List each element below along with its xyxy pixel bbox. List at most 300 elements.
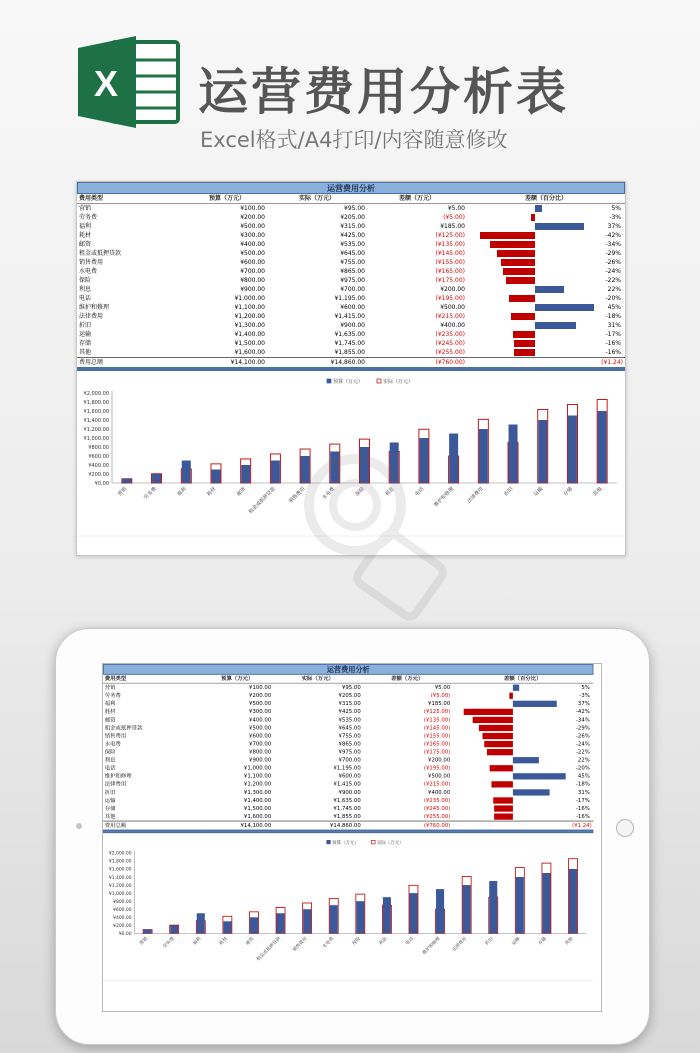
cell-name: 折旧 xyxy=(104,789,116,796)
budget-bar xyxy=(449,434,458,484)
cell-budget: ¥1,400.00 xyxy=(234,331,265,338)
pct-label: -17% xyxy=(605,331,621,338)
x-tick-label: 维护和修理 xyxy=(433,486,456,509)
col-header-actual: 实际（万元） xyxy=(273,675,363,684)
total-diff: (¥760.00) xyxy=(363,821,453,830)
cell-diff: (¥195.00) xyxy=(423,765,451,772)
cell-actual: ¥1,635.00 xyxy=(333,797,361,804)
x-tick-label: 其他 xyxy=(564,936,575,947)
cell-name: 福利 xyxy=(104,700,116,707)
pct-bar xyxy=(535,322,576,329)
x-tick-label: 租金或抵押贷款 xyxy=(247,486,277,516)
cell-pct xyxy=(467,339,625,348)
budget-bar xyxy=(569,869,577,933)
sheet-title: 运营费用分析 xyxy=(103,664,593,675)
cell-name: 利息 xyxy=(104,757,116,764)
x-tick-label: 电话 xyxy=(405,936,415,947)
cell-actual: ¥900.00 xyxy=(340,322,365,329)
cell-name: 维护和修理 xyxy=(79,304,110,311)
pct-label: -16% xyxy=(605,340,621,347)
table-header-row xyxy=(103,675,593,684)
cell-budget: ¥500.00 xyxy=(249,700,272,707)
table-row xyxy=(77,249,625,258)
cell-diff: ¥500.00 xyxy=(440,304,465,311)
col-header-diff: 差额（万元） xyxy=(367,194,467,204)
tablet-mockup xyxy=(55,628,650,1045)
table-row xyxy=(103,692,593,700)
pct-label: -3% xyxy=(609,214,621,221)
y-tick-label: ¥400.00 xyxy=(113,916,132,922)
cell-name: 营销 xyxy=(79,205,92,212)
x-tick-label: 电话 xyxy=(414,486,426,498)
cell-budget: ¥500.00 xyxy=(240,223,265,230)
cell-budget: ¥1,100.00 xyxy=(234,304,265,311)
cell-budget: ¥1,400.00 xyxy=(243,797,272,804)
cell-budget: ¥500.00 xyxy=(240,250,265,257)
pct-label: -16% xyxy=(575,805,590,812)
x-tick-label: 保险 xyxy=(351,936,362,947)
pct-bar xyxy=(473,717,513,723)
pct-bar xyxy=(514,340,535,347)
cell-actual: ¥425.00 xyxy=(340,232,365,239)
cell-diff: ¥185.00 xyxy=(428,700,451,707)
spreadsheet-preview xyxy=(76,181,626,556)
budget-bar xyxy=(568,416,577,484)
table-row xyxy=(103,764,593,772)
cell-pct xyxy=(452,748,593,756)
cell-diff: (¥155.00) xyxy=(423,732,451,740)
budget-bar xyxy=(303,909,311,933)
table-row xyxy=(77,321,625,330)
pct-bar xyxy=(514,349,535,356)
col-header-pct: 差额（百分比） xyxy=(452,675,593,684)
cell-budget: ¥100.00 xyxy=(249,684,272,691)
pct-bar xyxy=(501,259,535,266)
y-tick-label: ¥200.00 xyxy=(88,472,109,478)
cell-budget: ¥200.00 xyxy=(249,692,272,699)
cell-actual: ¥95.00 xyxy=(341,684,361,691)
cell-name: 保险 xyxy=(79,277,92,284)
table-row xyxy=(77,294,625,303)
cell-diff: (¥5.00) xyxy=(430,692,451,699)
pct-label: 37% xyxy=(577,700,590,707)
pct-bar xyxy=(494,813,513,819)
pct-label: -24% xyxy=(575,740,590,748)
total-pct: (¥1.24) xyxy=(467,358,625,369)
pct-label: 45% xyxy=(607,304,621,311)
table-row xyxy=(103,716,593,724)
cell-diff: ¥200.00 xyxy=(440,286,465,293)
cell-actual: ¥95.00 xyxy=(344,205,365,212)
cell-pct xyxy=(467,258,625,267)
x-tick-label: 法律费用 xyxy=(466,486,485,505)
total-budget: ¥14,100.00 xyxy=(187,358,267,369)
budget-bar xyxy=(538,420,547,483)
pct-label: -20% xyxy=(605,295,621,302)
pct-bar xyxy=(513,789,550,795)
pct-bar xyxy=(511,313,535,320)
cell-pct xyxy=(467,213,625,222)
cell-actual: ¥1,745.00 xyxy=(334,340,365,347)
y-tick-label: ¥200.00 xyxy=(113,924,132,930)
cell-budget: ¥900.00 xyxy=(249,757,272,764)
cell-actual: ¥900.00 xyxy=(338,789,361,796)
pct-label: -29% xyxy=(575,724,590,732)
table-row xyxy=(103,748,593,756)
pct-label: 22% xyxy=(607,286,621,293)
col-header-type: 费用类型 xyxy=(77,194,187,204)
y-tick-label: ¥800.00 xyxy=(113,899,132,905)
pct-bar xyxy=(535,223,584,230)
cell-pct xyxy=(467,231,625,240)
cell-budget: ¥1,300.00 xyxy=(234,322,265,329)
budget-bar xyxy=(383,897,391,933)
budget-bar xyxy=(271,461,280,484)
pct-bar xyxy=(485,741,513,747)
budget-bar xyxy=(241,465,250,483)
cell-diff: (¥135.00) xyxy=(435,241,465,248)
pct-label: 31% xyxy=(607,322,621,329)
cell-diff: (¥175.00) xyxy=(435,277,465,284)
cell-pct xyxy=(452,732,593,740)
cell-budget: ¥600.00 xyxy=(240,259,265,266)
pct-bar xyxy=(506,277,535,284)
pct-label: 22% xyxy=(577,757,590,764)
cell-name: 存储 xyxy=(104,805,116,812)
cell-budget: ¥1,500.00 xyxy=(243,805,272,812)
cell-pct xyxy=(452,700,593,708)
x-tick-label: 营销 xyxy=(116,486,129,498)
cell-name: 利息 xyxy=(79,286,92,293)
cell-diff: (¥155.00) xyxy=(435,259,465,266)
budget-bar xyxy=(463,885,471,933)
budget-bar xyxy=(122,479,131,484)
tablet-home-button xyxy=(616,819,634,837)
cell-pct xyxy=(467,249,625,258)
table-row xyxy=(103,724,593,732)
cell-diff: (¥125.00) xyxy=(423,708,451,716)
cell-name: 耗材 xyxy=(79,232,92,239)
pct-label: -20% xyxy=(575,765,590,772)
table-row xyxy=(103,683,593,692)
budget-bar xyxy=(419,438,428,483)
pct-label: -3% xyxy=(579,692,590,699)
cell-budget: ¥400.00 xyxy=(240,241,265,248)
budget-bar xyxy=(277,913,285,933)
cell-diff: ¥185.00 xyxy=(440,223,465,230)
y-tick-label: ¥0.00 xyxy=(94,481,109,487)
budget-bar xyxy=(542,873,550,933)
pct-label: 5% xyxy=(611,205,621,212)
total-actual: ¥14,860.00 xyxy=(273,821,363,830)
table-row xyxy=(77,285,625,294)
cell-name: 销售费用 xyxy=(79,259,104,266)
cell-diff: (¥255.00) xyxy=(435,349,465,356)
y-tick-label: ¥1,600.00 xyxy=(83,409,109,415)
budget-bar xyxy=(211,470,220,484)
col-header-budget: 预算（万元） xyxy=(187,194,267,204)
total-pct: (¥1.24) xyxy=(452,821,593,830)
budget-bar xyxy=(223,921,231,933)
y-tick-label: ¥2,000.00 xyxy=(108,851,132,857)
cell-actual: ¥535.00 xyxy=(340,241,365,248)
cell-pct xyxy=(452,805,593,813)
cell-name: 耗材 xyxy=(104,708,116,716)
table-total-row xyxy=(103,821,593,830)
total-actual: ¥14,860.00 xyxy=(267,358,367,369)
pct-bar xyxy=(513,331,535,338)
cell-actual: ¥1,635.00 xyxy=(334,331,365,338)
sheet-title: 运营费用分析 xyxy=(77,182,625,194)
cell-diff: (¥5.00) xyxy=(443,214,465,221)
cell-budget: ¥800.00 xyxy=(249,749,272,756)
table-row xyxy=(77,312,625,321)
pct-bar xyxy=(509,693,513,699)
table-header-row xyxy=(77,194,625,204)
y-tick-label: ¥600.00 xyxy=(113,908,132,914)
col-header-pct: 差额（百分比） xyxy=(467,194,625,204)
y-tick-label: ¥2,000.00 xyxy=(83,391,109,397)
cell-name: 邮资 xyxy=(79,241,92,248)
cell-name: 劳务费 xyxy=(104,692,121,699)
pct-bar xyxy=(531,214,535,221)
budget-bar xyxy=(390,443,399,484)
x-tick-label: 劳务费 xyxy=(143,486,158,502)
legend-label: 预算（万元） xyxy=(332,840,359,846)
cell-actual: ¥645.00 xyxy=(338,724,361,732)
cell-pct xyxy=(452,692,593,700)
x-tick-label: 维护和修理 xyxy=(422,936,442,956)
pct-label: -16% xyxy=(605,349,621,356)
cell-pct xyxy=(467,348,625,358)
table-row xyxy=(103,708,593,716)
cell-actual: ¥1,745.00 xyxy=(333,805,361,812)
cell-name: 运输 xyxy=(104,797,116,804)
pct-label: -26% xyxy=(605,259,621,266)
x-tick-label: 其他 xyxy=(592,486,604,498)
cell-name: 福利 xyxy=(79,223,92,230)
x-tick-label: 福利 xyxy=(192,936,203,947)
pct-label: -18% xyxy=(605,313,621,320)
table-row xyxy=(103,788,593,796)
promo-header xyxy=(0,0,700,170)
cell-diff: ¥500.00 xyxy=(428,773,451,780)
pct-bar xyxy=(503,268,535,275)
cell-actual: ¥1,415.00 xyxy=(333,781,361,788)
cell-actual: ¥755.00 xyxy=(338,732,361,740)
pct-label: -24% xyxy=(605,268,621,275)
excel-logo-icon xyxy=(78,36,182,128)
cell-budget: ¥500.00 xyxy=(249,724,272,732)
cell-actual: ¥205.00 xyxy=(338,692,361,699)
cell-diff: (¥235.00) xyxy=(435,331,465,338)
x-tick-label: 保险 xyxy=(354,486,366,498)
pct-bar xyxy=(489,765,513,771)
pct-label: 37% xyxy=(607,223,621,230)
budget-bar xyxy=(598,411,607,483)
x-tick-label: 营销 xyxy=(139,936,150,947)
x-tick-label: 水电费 xyxy=(322,936,336,950)
x-tick-label: 折旧 xyxy=(484,936,495,947)
cell-pct xyxy=(467,222,625,231)
y-tick-label: ¥1,000.00 xyxy=(108,891,132,897)
cell-actual: ¥865.00 xyxy=(340,268,365,275)
cell-diff: (¥145.00) xyxy=(435,250,465,257)
cell-name: 营销 xyxy=(104,684,116,691)
legend-label: 预算（万元） xyxy=(333,379,364,385)
cell-pct xyxy=(467,303,625,312)
y-tick-label: ¥1,800.00 xyxy=(108,859,132,865)
pct-bar xyxy=(513,773,566,779)
x-tick-label: 耗材 xyxy=(218,936,229,947)
table-row xyxy=(103,756,593,764)
pct-label: 45% xyxy=(577,773,590,780)
cell-actual: ¥425.00 xyxy=(338,708,361,716)
legend-swatch xyxy=(327,840,331,844)
table-row xyxy=(103,780,593,788)
table-row xyxy=(77,240,625,249)
pct-bar xyxy=(535,205,542,212)
table-row xyxy=(103,732,593,740)
cell-name: 销售费用 xyxy=(104,732,127,740)
cell-actual: ¥205.00 xyxy=(340,214,365,221)
x-tick-label: 运输 xyxy=(511,936,522,947)
col-header-diff: 差额（万元） xyxy=(363,675,453,684)
cell-pct xyxy=(452,788,593,796)
pct-bar xyxy=(492,781,513,787)
cell-pct xyxy=(452,740,593,748)
budget-bar xyxy=(356,901,364,933)
cell-budget: ¥1,600.00 xyxy=(234,349,265,356)
table-row xyxy=(103,772,593,780)
cell-actual: ¥600.00 xyxy=(338,773,361,780)
cell-budget: ¥1,600.00 xyxy=(243,813,272,820)
total-name: 费用总额 xyxy=(77,358,187,369)
table-row xyxy=(103,740,593,748)
cell-budget: ¥200.00 xyxy=(240,214,265,221)
pct-bar xyxy=(463,709,513,715)
pct-label: -22% xyxy=(575,749,590,756)
budget-vs-actual-chart xyxy=(77,371,625,551)
table-row xyxy=(77,267,625,276)
col-header-actual: 实际（万元） xyxy=(267,194,367,204)
cell-actual: ¥1,195.00 xyxy=(334,295,365,302)
y-tick-label: ¥800.00 xyxy=(88,445,109,451)
cell-actual: ¥535.00 xyxy=(338,716,361,724)
budget-bar xyxy=(509,425,518,484)
budget-bar xyxy=(489,881,497,933)
pct-label: -42% xyxy=(605,232,621,239)
table-row xyxy=(77,231,625,240)
cell-pct xyxy=(452,708,593,716)
x-tick-label: 存储 xyxy=(537,936,548,947)
cell-pct xyxy=(452,683,593,692)
cell-budget: ¥900.00 xyxy=(240,286,265,293)
cell-name: 租金或抵押贷款 xyxy=(79,250,122,257)
pct-bar xyxy=(480,232,535,239)
x-tick-label: 折旧 xyxy=(503,486,515,498)
cell-actual: ¥645.00 xyxy=(340,250,365,257)
pct-bar xyxy=(479,725,513,731)
tablet-camera-icon xyxy=(76,823,82,829)
cell-diff: (¥215.00) xyxy=(423,781,451,788)
cell-pct xyxy=(467,276,625,285)
cell-actual: ¥755.00 xyxy=(340,259,365,266)
legend-swatch xyxy=(327,379,331,383)
cell-diff: (¥165.00) xyxy=(435,268,465,275)
pct-label: -22% xyxy=(605,277,621,284)
budget-bar xyxy=(182,461,191,484)
cell-name: 电话 xyxy=(104,765,116,772)
y-tick-label: ¥0.00 xyxy=(118,932,132,938)
x-tick-label: 运输 xyxy=(532,486,545,498)
table-row xyxy=(77,348,625,358)
x-tick-label: 存储 xyxy=(562,486,574,498)
x-tick-label: 租金或抵押贷款 xyxy=(256,936,282,963)
table-row xyxy=(77,222,625,231)
x-tick-label: 耗材 xyxy=(206,486,218,498)
spreadsheet-preview-tablet xyxy=(103,664,593,998)
pct-label: 5% xyxy=(581,684,590,691)
page-title: 运营费用分析表 xyxy=(198,63,569,121)
y-tick-label: ¥1,200.00 xyxy=(83,427,109,433)
cell-pct xyxy=(452,772,593,780)
cell-diff: ¥400.00 xyxy=(428,789,451,796)
cell-diff: (¥235.00) xyxy=(423,797,451,804)
y-tick-label: ¥1,200.00 xyxy=(108,883,132,889)
table-row xyxy=(103,805,593,813)
x-tick-label: 福利 xyxy=(176,486,188,498)
pct-bar xyxy=(535,304,594,311)
cell-diff: (¥145.00) xyxy=(423,724,451,732)
cell-actual: ¥975.00 xyxy=(338,749,361,756)
cell-actual: ¥700.00 xyxy=(340,286,365,293)
legend-label: 实际（万元） xyxy=(383,379,414,385)
cell-pct xyxy=(467,294,625,303)
cell-actual: ¥1,195.00 xyxy=(333,765,361,772)
cell-diff: ¥400.00 xyxy=(440,322,465,329)
cell-diff: (¥175.00) xyxy=(423,749,451,756)
cell-actual: ¥1,855.00 xyxy=(333,813,361,820)
budget-vs-actual-chart xyxy=(103,833,593,994)
cell-name: 其他 xyxy=(104,813,116,820)
x-tick-label: 销售费用 xyxy=(292,936,309,953)
cell-budget: ¥600.00 xyxy=(249,732,272,740)
budget-bar xyxy=(436,889,444,933)
x-tick-label: 劳务费 xyxy=(162,936,176,950)
cell-diff: (¥135.00) xyxy=(423,716,451,724)
cell-pct xyxy=(452,764,593,772)
budget-bar xyxy=(144,929,152,933)
pct-label: -34% xyxy=(605,241,621,248)
table-total-row xyxy=(77,358,625,369)
cell-pct xyxy=(452,796,593,804)
table-row xyxy=(77,258,625,267)
pct-bar xyxy=(490,241,535,248)
y-tick-label: ¥600.00 xyxy=(88,454,109,460)
cell-actual: ¥700.00 xyxy=(338,757,361,764)
table-row xyxy=(103,796,593,804)
pct-bar xyxy=(509,295,535,302)
pct-label: -29% xyxy=(605,250,621,257)
cell-diff: ¥200.00 xyxy=(428,757,451,764)
x-tick-label: 水电费 xyxy=(321,486,337,502)
total-budget: ¥14,100.00 xyxy=(201,821,273,830)
cell-pct xyxy=(452,813,593,822)
cell-budget: ¥1,000.00 xyxy=(234,295,265,302)
col-header-budget: 预算（万元） xyxy=(201,675,273,684)
y-tick-label: ¥1,600.00 xyxy=(108,867,132,873)
